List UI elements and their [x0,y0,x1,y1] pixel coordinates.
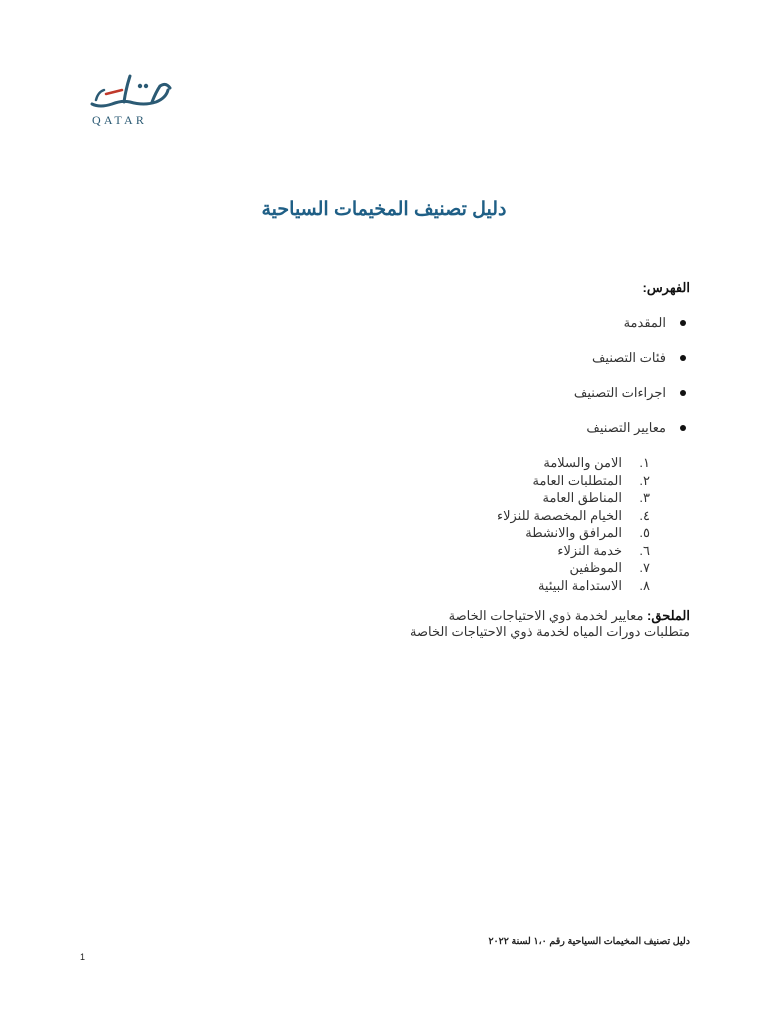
appendix-line-1 [130,608,690,624]
qatar-calligraphy-mark [86,64,176,114]
toc-item-label: معايير التصنيف [586,420,666,435]
criteria-label: المتطلبات العامة [532,472,622,488]
appendix-text-2: متطلبات دورات المياه لخدمة ذوي الاحتياجات الخاصة [409,624,690,639]
criteria-number: ٥. [639,525,650,540]
table-of-contents [130,280,690,640]
criteria-item [130,524,650,542]
criteria-number: ٤. [639,507,650,523]
toc-item-procedures [130,386,666,400]
toc-item-label: فئات التصنيف [591,350,666,365]
qatar-wordmark: QATAR [92,113,148,127]
page-footer: دليل تصنيف المخيمات السياحية رقم ١،٠ لسنة ٢٠٢٢ [488,936,690,947]
criteria-number: ٧. [639,560,650,575]
appendix-text-1: معايير لخدمة ذوي الاحتياجات الخاصة [448,608,644,623]
bullet-icon [680,320,686,326]
criteria-item [130,559,650,577]
toc-heading: الفهرس: [642,280,690,295]
appendix-section [130,608,690,640]
criteria-number: ١. [639,455,650,470]
appendix-label: الملحق: [647,608,690,623]
toc-item-introduction [130,316,666,330]
criteria-item [130,454,650,472]
criteria-label: الموظفين [569,560,622,575]
document-title: دليل تصنيف المخيمات السياحية [261,199,507,220]
criteria-number: ٨. [639,577,650,593]
toc-item-categories [130,351,666,365]
criteria-number: ٦. [639,542,650,558]
criteria-number: ٢. [639,472,650,488]
criteria-label: المرافق والانشطة [525,525,622,540]
toc-item-label: اجراءات التصنيف [573,385,666,400]
criteria-item [130,472,650,490]
criteria-label: الخيام المخصصة للنزلاء [496,507,622,523]
criteria-item [130,542,650,560]
criteria-label: الاستدامة البيئية [537,577,622,593]
criteria-label: المناطق العامة [542,490,622,505]
bullet-icon [680,425,686,431]
criteria-number: ٣. [639,490,650,505]
page-number: 1 [80,952,86,962]
bullet-icon [680,390,686,396]
criteria-item [130,489,650,507]
bullet-icon [680,355,686,361]
toc-item-criteria [130,421,666,435]
toc-criteria-list [130,454,690,594]
criteria-label: خدمة النزلاء [557,542,622,558]
criteria-item [130,507,650,525]
criteria-label: الامن والسلامة [543,455,622,470]
toc-item-label: المقدمة [623,315,666,330]
criteria-item [130,577,650,595]
toc-bullet-list [130,316,690,435]
